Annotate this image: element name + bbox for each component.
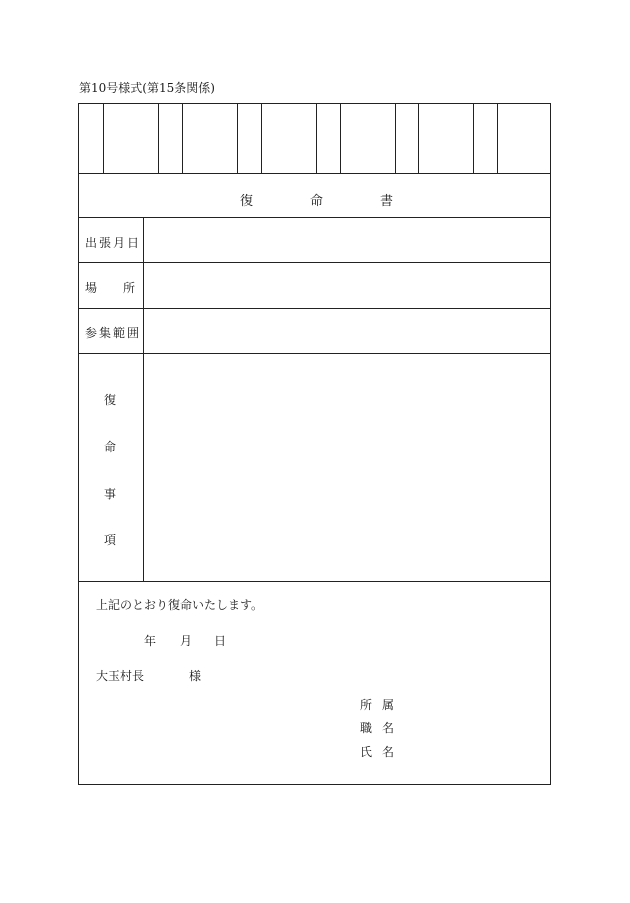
report-statement: 上記のとおり復命いたします。 (96, 598, 264, 612)
report-items-field[interactable] (144, 354, 550, 580)
form-number: 第10号様式(第15条関係) (79, 81, 215, 95)
report-form: 復 命 書 出張月日 場 所 参集範囲 復 命 事 項 上記のとおり復命いたします。 年 月 日 大玉村長 様 所 属 職 名 氏 名 (78, 103, 551, 785)
scope-field[interactable] (144, 309, 550, 353)
honorific: 様 (189, 669, 202, 683)
place-label: 場 所 (85, 281, 137, 295)
date-label: 出張月日 (85, 236, 142, 250)
title-char: 命 (310, 194, 324, 209)
title-char: 復 (240, 194, 254, 209)
scope-label: 参集範囲 (85, 326, 142, 340)
title-char: 書 (380, 194, 394, 209)
place-field[interactable] (144, 263, 550, 308)
date-field[interactable] (144, 218, 550, 262)
addressee: 大玉村長 (96, 669, 145, 683)
